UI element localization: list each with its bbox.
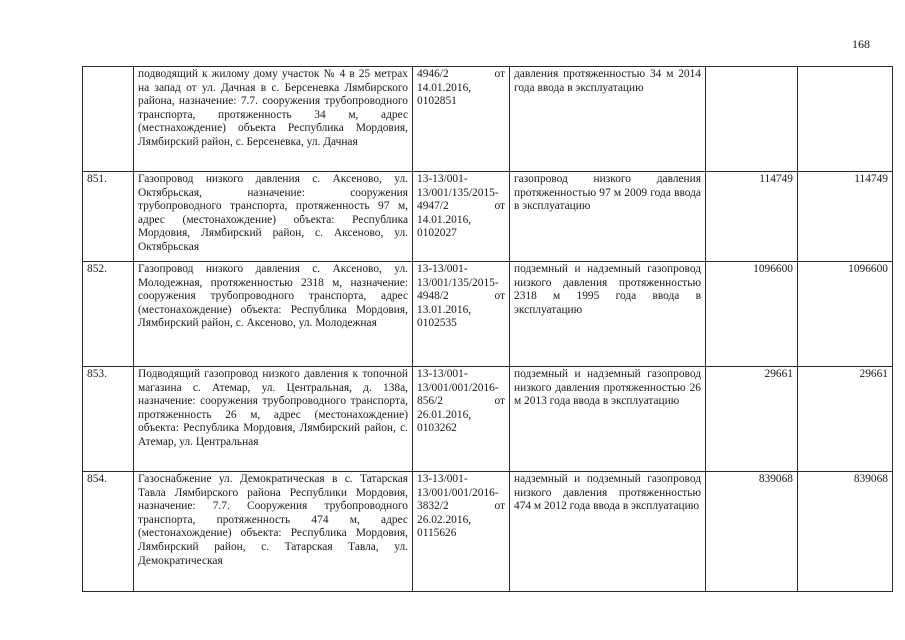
registration-date: 14.01.2016, <box>417 213 472 226</box>
cadastral-value: 114749 <box>798 172 893 262</box>
object-characteristics: давления протяженностью 34 м 2014 года ввода в эксплуатацию <box>510 67 706 172</box>
registration-date: 26.01.2016, <box>417 408 472 421</box>
registration-record <box>413 67 510 172</box>
table-row <box>83 172 893 262</box>
balance-value: 839068 <box>706 472 798 592</box>
object-description: Подводящий газопровод низкого давления к топочной магазина с. Атемар, ул. Центральная, д. 138а, назначение: сооружения трубопроводного транспорта, протяженность 26 м, адрес (местонахождение) объекта: Республика Мордовия, Лямбирский район, с. Атемар, ул. Центральная <box>134 367 413 472</box>
registration-id: 0103262 <box>417 422 457 435</box>
table-row <box>83 367 893 472</box>
object-description: подводящий к жилому дому участок № 4 в 25 метрах на запад от ул. Дачная в с. Берсеневка Лямбирского района, назначение: 7.7. сооружения трубопроводного транспорта, протяженность 34 м, адрес (местнахождение) объекта Республика Мордовия, Лямбирский район, с. Берсеневка, ул. Дачная <box>134 67 413 172</box>
registration-date: 13.01.2016, <box>417 303 472 316</box>
cadastral-value <box>798 67 893 172</box>
object-description: Газоснабжение ул. Демократическая в с. Татарская Тавла Лямбирского района Республики Мордовия, назначение: 7.7. Сооружения трубопроводного транспорта, протяженность 474 м, адрес (местонахождение) объекта: Республика Мордовия, Лямбирский район, с. Татарская Тавла, ул. Демократическая <box>134 472 413 592</box>
registration-record: 13-13/001- 13/001/001/2016- 856/2 от 26.01.2016, 0103262 <box>413 367 510 472</box>
object-characteristics: подземный и надземный газопровод низкого давления протяженностью 26 м 2013 года ввода в эксплуатацию <box>510 367 706 472</box>
registration-number-line: 3832/2 от <box>417 500 505 513</box>
page-number: 168 <box>852 37 870 51</box>
cadastral-value: 1096600 <box>798 262 893 367</box>
registration-date: 26.02.2016, <box>417 513 472 526</box>
balance-value <box>706 67 798 172</box>
cadastral-value: 839068 <box>798 472 893 592</box>
balance-value: 29661 <box>706 367 798 472</box>
balance-value: 1096600 <box>706 262 798 367</box>
table-row <box>83 262 893 367</box>
registration-number-line: 4948/2 от <box>417 290 505 303</box>
registration-record: 13-13/001- 13/001/135/2015- 4947/2 от 14.01.2016, 0102027 <box>413 172 510 262</box>
object-description: Газопровод низкого давления с. Аксеново, ул. Октябрьская, назначение: сооружения трубопроводного транспорта, протяженность 97 м, адрес (местонахождение) объекта: Республика Мордовия, Лямбирский район, с. Аксеново, ул. Октябрьская <box>134 172 413 262</box>
registration-date: 14.01.2016, <box>417 81 472 94</box>
row-number: 852. <box>83 262 134 367</box>
registration-number-line: 4947/2 от <box>417 200 505 213</box>
registration-record: 13-13/001- 13/001/001/2016- 3832/2 от 26.02.2016, 0115626 <box>413 472 510 592</box>
registration-id: 0102027 <box>417 227 457 240</box>
row-number <box>83 67 134 172</box>
registration-id: 0115626 <box>417 527 457 540</box>
table-row <box>83 67 893 172</box>
row-number: 853. <box>83 367 134 472</box>
property-registry-table <box>82 66 893 592</box>
table-row <box>83 472 893 592</box>
registration-id: 0102535 <box>417 317 457 330</box>
row-number: 854. <box>83 472 134 592</box>
object-description: Газопровод низкого давления с. Аксеново, ул. Молодежная, протяженностью 2318 м, назначение: сооружения трубопроводного транспорта, адрес (местонахождение) объекта: Республика Мордовия, Лямбирский район, с. Аксеново, ул. Молодежная <box>134 262 413 367</box>
object-characteristics: газопровод низкого давления протяженностью 97 м 2009 года ввода в эксплуатацию <box>510 172 706 262</box>
registration-record: 13-13/001- 13/001/135/2015- 4948/2 от 13.01.2016, 0102535 <box>413 262 510 367</box>
balance-value: 114749 <box>706 172 798 262</box>
registration-number-line: 856/2 от <box>417 395 505 408</box>
object-characteristics: надземный и подземный газопровод низкого давления протяженностью 474 м 2012 года ввода в эксплуатацию <box>510 472 706 592</box>
row-number: 851. <box>83 172 134 262</box>
object-characteristics: подземный и надземный газопровод низкого давления протяженностью 2318 м 1995 года ввода в эксплуатацию <box>510 262 706 367</box>
registration-id: 0102851 <box>417 95 457 108</box>
registration-number-line: 4946/2 от <box>417 68 505 80</box>
cadastral-value: 29661 <box>798 367 893 472</box>
